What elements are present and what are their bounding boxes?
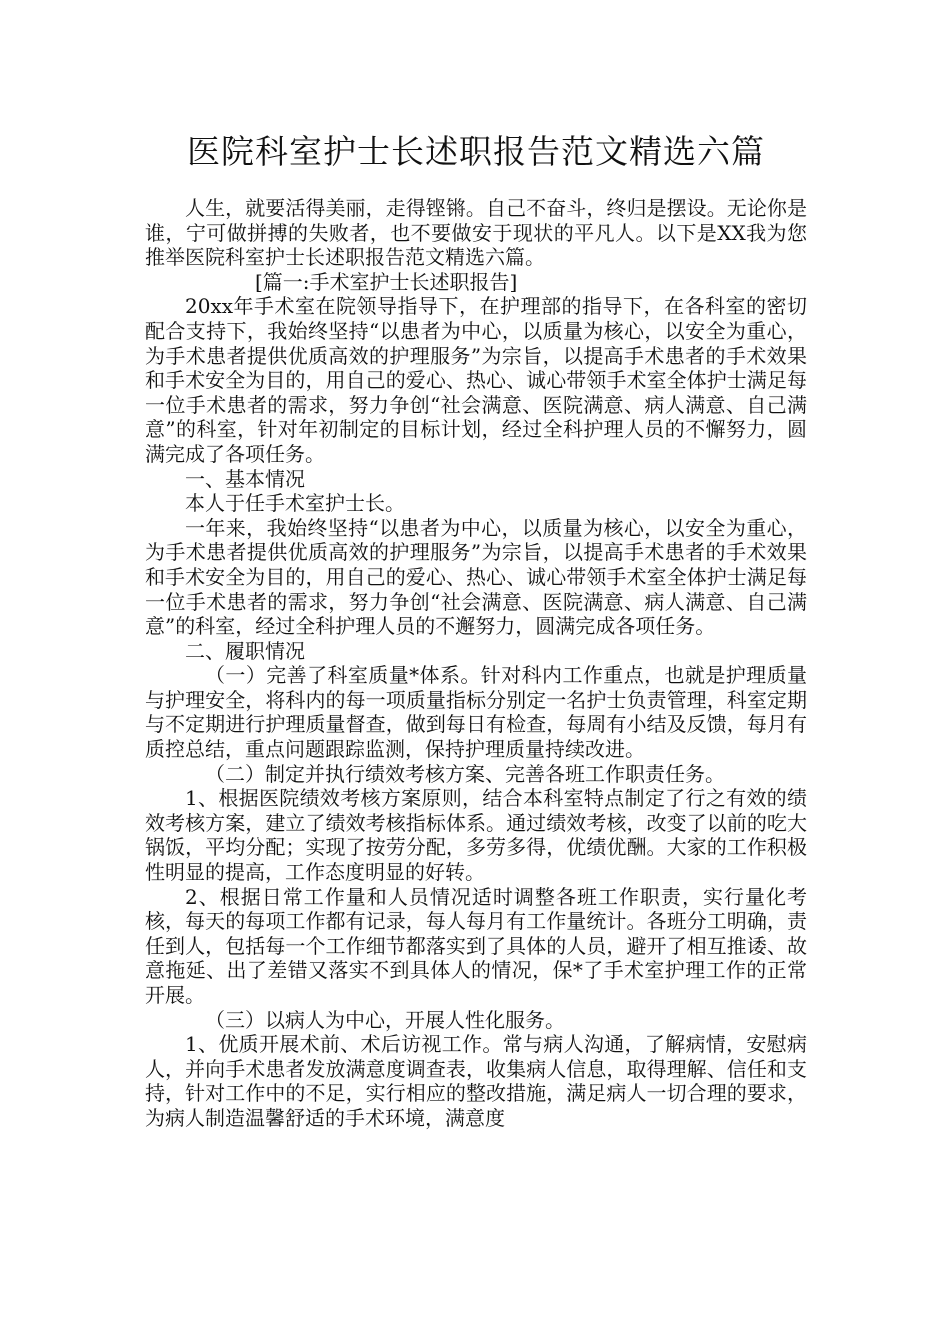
sub-heading: （三）以病人为中心，开展人性化服务。 [205, 1007, 565, 1032]
body-paragraph: 1、优质开展术前、术后访视工作。常与病人沟通，了解病情，安慰病人，并向手术患者发放满意度调查表，收集病人信息，取得理解、信任和支持，针对工作中的不足，实行相应的整改措施，满足病人一切合理的要求，为病人制造温馨舒适的手术环境，满意度 [145, 1032, 807, 1130]
section-subtitle: [篇一:手术室护士长述职报告] [255, 269, 518, 294]
section-heading-basic: 一、基本情况 [185, 466, 305, 491]
body-paragraph: 本人于任手术室护士长。 [185, 491, 405, 516]
sub-heading: （二）制定并执行绩效考核方案、完善各班工作职责任务。 [205, 761, 725, 786]
document-title: 医院科室护士长述职报告范文精选六篇 [187, 132, 765, 171]
body-paragraph: 2、根据日常工作量和人员情况适时调整各班工作职责，实行量化考核，每天的每项工作都有记录，每人每月有工作量统计。各班分工明确，责任到人，包括每一个工作细节都落实到了具体的人员，避开了相互推诿、故意拖延、出了差错又落实不到具体人的情况，保*了手术室护理工作的正常开展。 [145, 884, 807, 1007]
body-paragraph: （一）完善了科室质量*体系。针对科内工作重点，也就是护理质量与护理安全，将科内的每一项质量指标分别定一名护士负责管理，科室定期与不定期进行护理质量督查，做到每日有检查，每周有小结及反馈，每月有质控总结，重点问题跟踪监测，保持护理质量持续改进。 [145, 663, 807, 762]
section-heading-duties: 二、履职情况 [185, 638, 305, 663]
document-page [145, 128, 807, 1131]
body-paragraph: 1、根据医院绩效考核方案原则，结合本科室特点制定了行之有效的绩效考核方案，建立了绩效考核指标体系。通过绩效考核，改变了以前的吃大锅饭，平均分配；实现了按劳分配，多劳多得，优绩优酬。大家的工作积极性明显的提高，工作态度明显的好转。 [145, 786, 807, 885]
body-paragraph: 20xx年手术室在院领导指导下，在护理部的指导下，在各科室的密切配合支持下，我始终坚持“以患者为中心，以质量为核心，以安全为重心，为手术患者提供优质高效的护理服务”为宗旨，以提高手术患者的手术效果和手术安全为目的，用自己的爱心、热心、诚心带领手术室全体护士满足每一位手术患者的需求，努力争创“社会满意、医院满意、病人满意、自己满意”的科室，针对年初制定的目标计划，经过全科护理人员的不懈努力，圆满完成了各项任务。 [145, 294, 807, 466]
intro-paragraph: 人生，就要活得美丽，走得铿锵。自己不奋斗，终归是摆设。无论你是谁，宁可做拼搏的失败者，也不要做安于现状的平凡人。以下是XX我为您推举医院科室护士长述职报告范文精选六篇。 [145, 196, 807, 270]
body-paragraph: 一年来，我始终坚持“以患者为中心，以质量为核心，以安全为重心，为手术患者提供优质高效的护理服务”为宗旨，以提高手术患者的手术效果和手术安全为目的，用自己的爱心、热心、诚心带领手术室全体护士满足每一位手术患者的需求，努力争创“社会满意、医院满意、病人满意、自己满意”的科室，经过全科护理人员的不邂努力，圆满完成各项任务。 [145, 515, 807, 639]
